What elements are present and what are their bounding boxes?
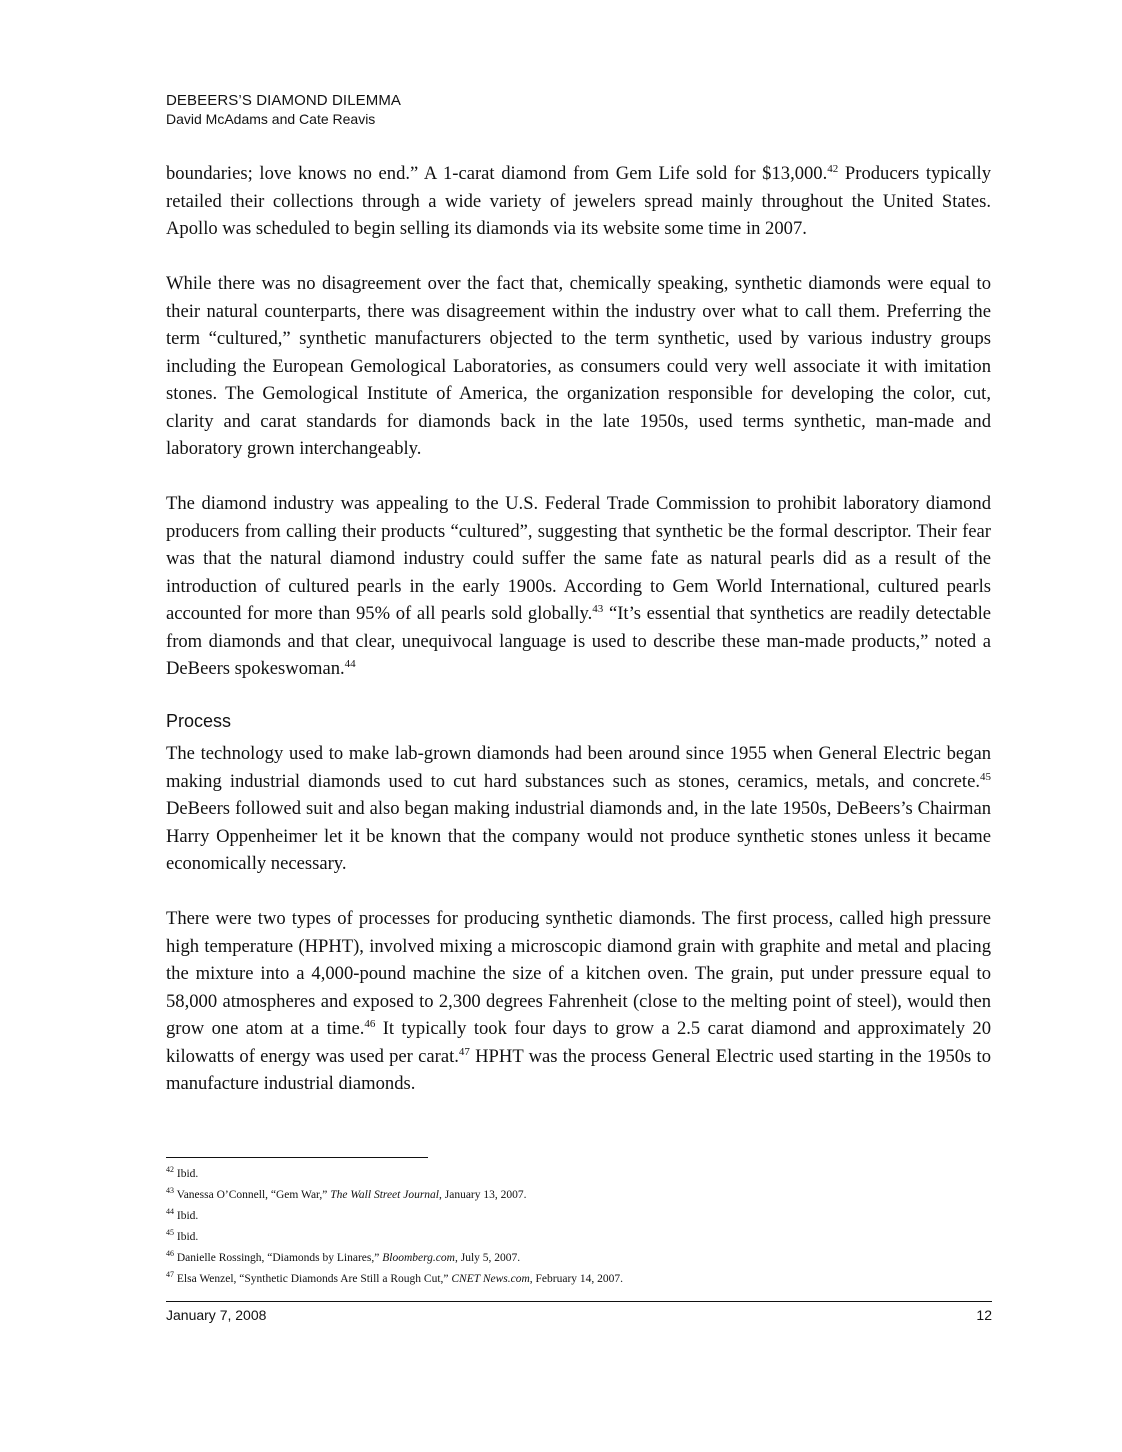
footnote-number: 44 [166, 1207, 174, 1217]
paragraph-1 [166, 160, 991, 243]
footnote-text: Ibid. [174, 1168, 199, 1180]
document-title: DEBEERS’S DIAMOND DILEMMA [166, 92, 402, 109]
footnote-45 [166, 1227, 623, 1248]
footnote-ref-42: 42 [827, 162, 839, 175]
footnote-date: , January 13, 2007. [439, 1189, 527, 1201]
paragraph-1-text-b: Producers typically retailed their collections through a wide variety of jewelers spread mainly throughout the United States. Apollo was scheduled to begin selling its diamonds via its website some time in 2007. [166, 163, 991, 239]
paragraph-3-text-b: “It’s essential that synthetics are readily detectable from diamonds and that clear, unequivocal language is used to describe these man-made products,” noted a DeBeers spokeswoman. [166, 603, 992, 679]
footnote-ref-46: 46 [364, 1017, 376, 1030]
paragraph-2: While there was no disagreement over the fact that, chemically speaking, synthetic diamonds were equal to their natural counterparts, there was disagreement within the industry over what to call them. Preferring the term “cultured,” synthetic manufacturers objected to the term synthetic, used by various industry groups including the European Gemological Laboratories, as consumers could very well associate it with imitation stones. The Gemological Institute of America, the organization responsible for developing the color, cut, clarity and carat standards for diamonds back in the late 1950s, used terms synthetic, man-made and laboratory grown interchangeably. [166, 273, 991, 459]
page-number: 12 [976, 1307, 992, 1323]
running-header [166, 92, 401, 128]
paragraph-5-text-b: It typically took four days to grow a 2.5 carat diamond and approximately 20 kilowatts of energy was used per carat. [166, 1018, 991, 1067]
footnote-number: 42 [166, 1165, 174, 1175]
footnote-text: Danielle Rossingh, “Diamonds by Linares,” [174, 1252, 383, 1264]
footnotes [166, 1164, 623, 1290]
footnote-ref-44: 44 [344, 657, 356, 670]
paragraph-1-text-a: boundaries; love knows no end.” A 1-carat diamond from Gem Life sold for $13,000. [166, 163, 828, 184]
body-text [166, 160, 991, 1125]
footnote-text: Elsa Wenzel, “Synthetic Diamonds Are Still a Rough Cut,” [174, 1273, 452, 1285]
footnote-44 [166, 1206, 623, 1227]
footnote-source-title: The Wall Street Journal [330, 1189, 439, 1201]
paragraph-5-text-c: HPHT was the process General Electric used starting in the 1950s to manufacture industrial diamonds. [166, 1045, 991, 1094]
footnote-source-title: Bloomberg.com [382, 1252, 455, 1264]
paragraph-3-text-a: The diamond industry was appealing to the U.S. Federal Trade Commission to prohibit laboratory diamond producers from calling their products “cultured”, suggesting that synthetic be the formal descriptor. Their fear was that the natural diamond industry could suffer the same fate as natural pearls did as a result of the introduction of cultured pearls in the early 1900s. According to Gem World International, cultured pearls accounted for more than 95% of all pearls sold globally. [166, 493, 991, 624]
footnote-number: 43 [166, 1186, 174, 1196]
footnote-46 [166, 1248, 623, 1269]
paragraph-4-text-b: DeBeers followed suit and also began making industrial diamonds and, in the late 1950s, DeBeers’s Chairman Harry Oppenheimer let it be known that the company would not produce synthetic stones unless it became economically necessary. [166, 798, 991, 874]
footnote-number: 45 [166, 1228, 174, 1238]
footnote-47 [166, 1269, 623, 1290]
footnote-date: , February 14, 2007. [529, 1273, 624, 1285]
paragraph-3 [166, 490, 991, 683]
footnote-number: 47 [166, 1270, 174, 1280]
paragraph-5-text-a: There were two types of processes for producing synthetic diamonds. The first process, called high pressure high temperature (HPHT), involved mixing a microscopic diamond grain with graphite and metal and placing the mixture into a 4,000-pound machine the size of a kitchen oven. The grain, put under pressure equal to 58,000 atmospheres and exposed to 2,300 degrees Fahrenheit (close to the melting point of steel), would then grow one atom at a time. [166, 908, 991, 1039]
footnote-ref-43: 43 [592, 602, 604, 615]
footer-divider [166, 1301, 992, 1302]
paragraph-4 [166, 740, 991, 878]
footnote-text: Vanessa O’Connell, “Gem War,” [174, 1189, 331, 1201]
footer-date: January 7, 2008 [166, 1307, 267, 1323]
footnote-number: 46 [166, 1249, 174, 1259]
footnote-ref-47: 47 [458, 1045, 470, 1058]
footnote-text: Ibid. [174, 1210, 199, 1222]
footnote-date: , July 5, 2007. [454, 1252, 521, 1264]
running-footer [166, 1307, 992, 1323]
paragraph-4-text-a: The technology used to make lab-grown diamonds had been around since 1955 when General Electric began making industrial diamonds used to cut hard substances such as stones, ceramics, metals, and concrete. [166, 743, 991, 792]
footnote-divider [166, 1157, 428, 1158]
document-authors: David McAdams and Cate Reavis [166, 111, 376, 127]
footnote-ref-45: 45 [980, 770, 991, 783]
footnote-43 [166, 1185, 623, 1206]
footnote-text: Ibid. [174, 1231, 199, 1243]
paragraph-5 [166, 905, 991, 1098]
footnote-source-title: CNET News.com [451, 1273, 530, 1285]
section-heading-process: Process [166, 711, 232, 731]
footnote-42 [166, 1164, 623, 1185]
